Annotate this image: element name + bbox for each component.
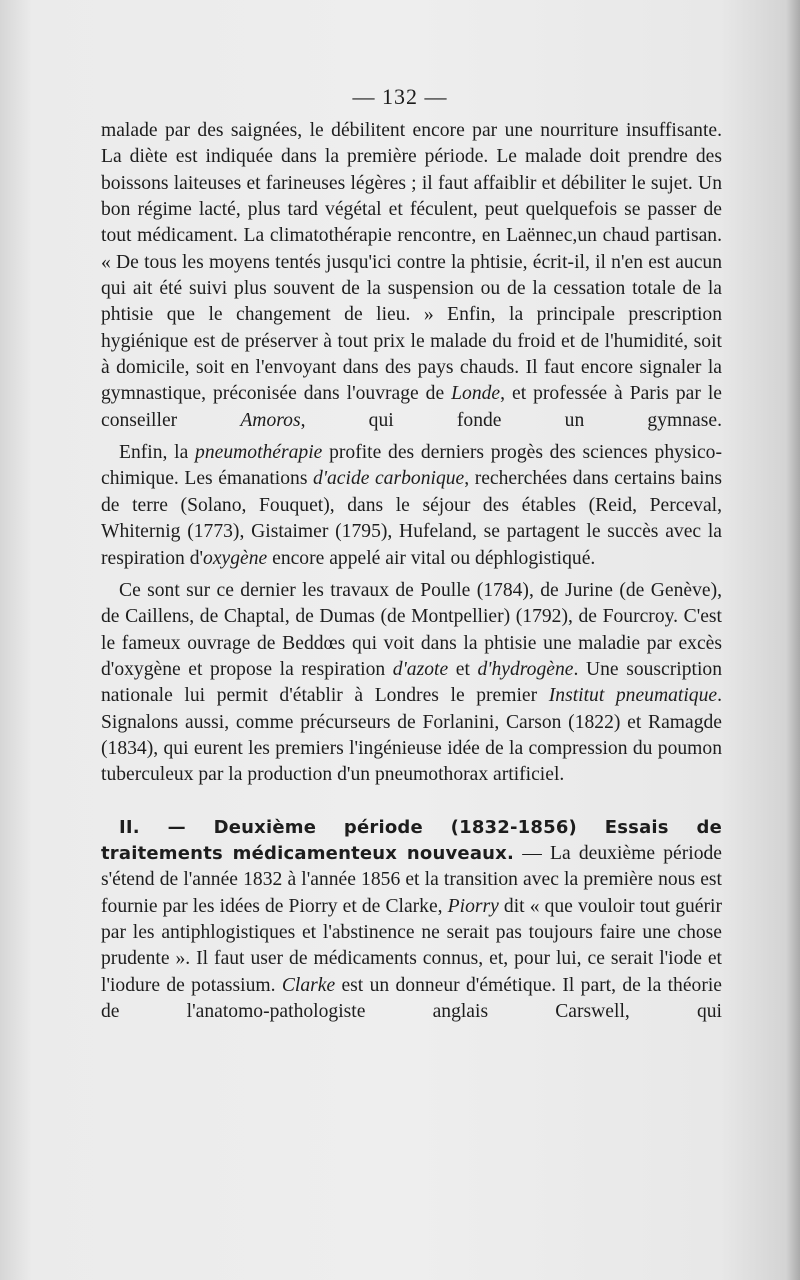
text-segment: , qui fonde un gymnase. xyxy=(300,409,722,431)
paragraph-travaux xyxy=(101,578,722,789)
text-segment: et xyxy=(448,658,478,680)
text-segment: est un donneur d'émétique. Il part, de la théorie de l'anatomo-pathologiste anglais Carswell, qui xyxy=(101,974,722,1022)
section-heading: II. — Deuxième période (1832-1856) Essais de traitements médicamenteux nouveaux. xyxy=(101,816,722,864)
italic-segment: Institut pneumatique xyxy=(548,685,718,707)
text-segment: . Une souscription nationale lui permit d'établir à Londres le premier xyxy=(101,658,722,707)
text-segment: profite des derniers progès des sciences physico-chimique. Les émanations xyxy=(101,442,722,490)
text-segment: Enfin, la xyxy=(119,442,196,464)
page-number: — 132 — xyxy=(352,84,448,109)
paragraph-section-ii xyxy=(101,815,722,1026)
text-segment: — La deuxième période s'étend de l'année 1832 à l'année 1856 et la transition avec la première nous est fournie par les idées de Piorry et de Clarke, xyxy=(101,842,722,917)
italic-segment: Amoros xyxy=(240,409,301,431)
section-gap xyxy=(101,789,722,815)
text-segment: , et professée à Paris par le conseiller xyxy=(101,383,722,431)
page-edge-shadow xyxy=(786,0,800,1280)
italic-segment: oxygène xyxy=(203,547,268,569)
italic-segment: Clarke xyxy=(281,974,336,996)
italic-segment: Piorry xyxy=(447,895,499,917)
italic-segment: d'hydrogène xyxy=(477,658,574,680)
text-segment: malade par des saignées, le débilitent encore par une nourriture insuffisante. La diète est indiquée dans la première période. Le malade doit prendre des boissons laiteuses et farineuses légères ; il faut affaiblir et débiliter le sujet. Un bon régime lacté, plus tard végétal et féculent, peut quelquefois se passer de tout médicament. La climatothérapie rencontre, en Laënnec,un chaud partisan. « De tous les moyens tentés jusqu'ici contre la phtisie, écrit-il, il n'en est aucun qui ait été suivi plus souvent de la suspension ou de la cessation totale de la phtisie que le changement de lieu. » Enfin, la principale prescription hygiénique est de préserver à tout prix le malade du froid et de l'humidité, soit à domicile, soit en l'envoyant dans des pays chauds. Il faut encore signaler la gymnastique, préconisée dans l'ouvrage de xyxy=(101,120,722,405)
text-segment: . Signalons aussi, comme précurseurs de Forlanini, Carson (1822) et Ramagde (1834), qui eurent les premiers l'ingénieuse idée de la compression du poumon tuberculeux par la production d'un pneumothorax artificiel. xyxy=(101,685,722,786)
text-segment: , recherchées dans certains bains de terre (Solano, Fouquet), dans le séjour des étables (Reid, Perceval, Whiternig (1773), Gistaimer (1795), Hufeland, se partagent le succès avec la respiration d' xyxy=(101,468,723,569)
text-segment: encore appelé air vital ou déphlogistiqué. xyxy=(267,547,596,569)
italic-segment: d'acide carbonique xyxy=(313,468,465,490)
paragraph-pneumotherapie xyxy=(101,440,722,572)
paragraph-continuation xyxy=(101,118,722,434)
text-segment: Ce sont sur ce dernier les travaux de Poulle (1784), de Jurine (de Genève), de Caillens, de Chaptal, de Dumas (de Montpellier) (1792), de Fourcroy. C'est le fameux ouvrage de Beddœs qui voit dans la phtisie une maladie par excès d'oxygène et propose la respiration xyxy=(101,579,722,680)
italic-segment: pneumothérapie xyxy=(195,442,323,464)
italic-segment: d'azote xyxy=(392,658,449,680)
text-segment: dit « que vouloir tout guérir par les antiphlogistiques et l'abstinence ne serait pas toujours faire une chose prudente ». Il faut user de médicaments connus, et, pour lui, ce serait l'iode et l'iodure de potassium. xyxy=(101,895,722,996)
body-text xyxy=(101,118,722,1025)
italic-segment: Londe xyxy=(451,383,501,405)
